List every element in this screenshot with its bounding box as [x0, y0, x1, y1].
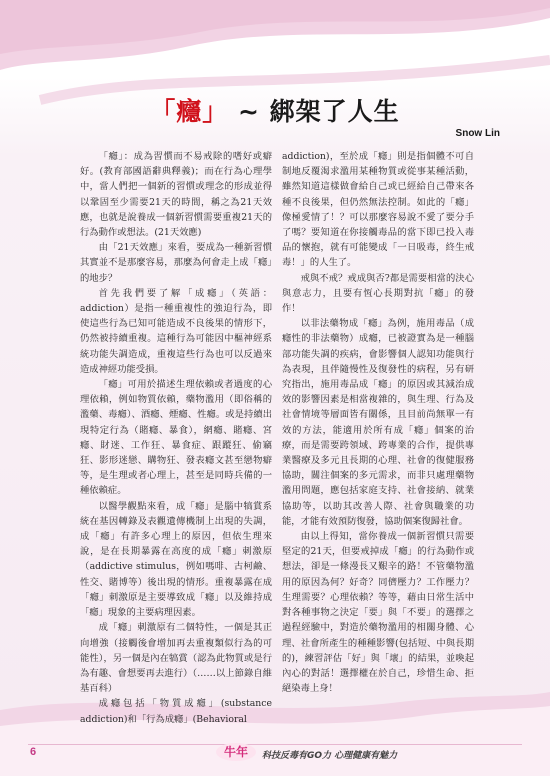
paragraph: 戒與不戒？戒成與否?都是需要相當的決心與意志力，且要有恆心長期對抗「癮」的發作！: [282, 272, 474, 315]
paragraph: 「癮」可用於描述生理依賴或者過度的心理依賴，例如物質依賴，藥物濫用（即俗稱的濫藥、毒癮）、酒癮、煙癮、性癮。或是持續出現特定行為（賭癮、暴食），網癮、賭癮、宮癮、財迷、工作狂、暴食症、跟蹤狂、偷竊狂、影形迷戀、購物狂、發表癮文甚至戀物癖等，是生理或者心理上，甚至是同時兵備的一種依賴症。: [80, 379, 272, 497]
paragraph: 成癮包括「物質成癮」(substance addiction)和「行為成癮」(Behavioral: [80, 698, 272, 725]
paragraph: 成「癮」刺激原有二個特性，一個是其正向增強（接觸後會增加再去重複類似行為的可能性），另一個是內在犒賞（認為此物質或是行為有趣、會想要再去進行）（……以上節錄自維基百科）: [80, 622, 272, 695]
left-column: [80, 149, 272, 727]
right-column: [282, 149, 474, 696]
title-highlight: 「癮」: [150, 97, 229, 126]
page-number: 6: [30, 746, 37, 758]
paragraph: addiction)，至於成「癮」則是指個體不可自制地反覆渴求濫用某種物質或從事某種活動，雖然知道這樣做會給自己或已經給自己帶來各種不良後果，但仍然無法控制。如此的「癮」像極愛情了！？可以那麼容易說不愛了要分手了嗎？要知道在你接觸毒品的當下即已投入毒品的懷抱，就有可能變成「一日吸毒，終生戒毒！」的人生了。: [282, 151, 474, 269]
paragraph: 以醫學觀點來看，成「癮」是腦中犒賞系統在基因轉錄及表觀遺傳機制上出現的失調，成「癮」有許多心理上的原因，但依生理來說，是在長期暴露在高度的成「癮」刺激原（addictive stimulus，例如嗎啡、古柯鹼、性交、賭博等）後出現的情形。重複暴露在成「癮」刺激原是主要導致成「癮」以及維持成「癮」現象的主要病理因素。: [80, 500, 272, 619]
article-title: [0, 92, 550, 128]
paragraph: 以非法藥物成「癮」為例，施用毒品（成癮性的非法藥物）成癮，已被證實為是一種腦部功能失調的疾病，會影響個人認知功能與行為表現，且伴隨慢性及復發性的病程，另有研究指出，施用毒品成「癮」的原因或其減治成效的影響因素是相當複雜的，與生理、行為及社會情境等層面皆有關係，且目前尚無單一有效的方法，能適用於所有成「癮」個案的治療，而是需要跨領域、跨專業的合作，提供專業醫療及多元且長期的心理、社會的復健服務協助，關注個案的多元需求，而非只處理藥物濫用問題，應包括家庭支持、社會接納、就業協助等，以助其改善人際、社會與職業的功能，才能有效預防復發，協助個案復歸社會。: [282, 318, 474, 527]
paragraph: 「癮」：成為習慣而不易戒除的嗜好或癖好。(教育部國語辭典釋義)；而在行為心理學中，當人們把一個新的習慣或理念的形成並得以鞏固至少需要21天的時間，稱之為21天效應，也就是說養成一個新習慣需要重複21天的行為動作或想法。(21天效應): [80, 151, 272, 239]
footer-slogan: 科技反毒有GO力 心理健康有魅力: [262, 751, 398, 761]
title-text: ~ 綁架了人生: [238, 97, 400, 126]
footer-divider: [28, 744, 522, 745]
paragraph: 由「21天效應」來看，要成為一種新習慣其實並不是那麼容易，那麼為何會走上成「癮」的地步？: [80, 242, 272, 284]
logo-text: 牛年: [223, 745, 249, 759]
paragraph: 首先我們要了解「成癮」（英語：addiction）是指一種重複性的強迫行為，即使這些行為已知可能造成不良後果的情形下，仍然被持續重複。這種行為可能因中樞神經系統功能失調造成，重複這些行為也可以反過來造成神經功能受損。: [80, 287, 272, 375]
paragraph: 由以上得知，當你養成一個新習慣只需要堅定的21天，但要戒掉成「癮」的行為動作或想法，卻是一條漫長又艱辛的路！不管藥物濫用的原因為何？好奇？同儕壓力？工作壓力？生理需要？心理依賴？等等，藉由日常生活中對各種事物之決定「要」與「不要」的選擇之過程經驗中，對造於藥物濫用的相關身體、心理、社會所產生的種種影響(包括短、中與長期的)，練習評估「好」與「壞」的結果，並喚起內心的對話！選擇權在於自己，珍惜生命、拒絕染毒上身！: [282, 531, 474, 695]
ox-year-logo: [214, 740, 258, 762]
author-name: Snow Lin: [455, 128, 500, 139]
